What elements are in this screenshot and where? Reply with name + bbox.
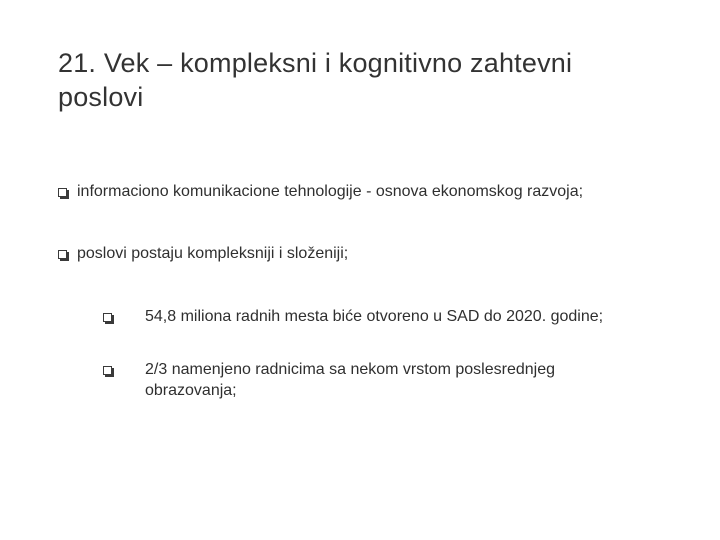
bullet-text: informaciono komunikacione tehnologije - osnova ekonomskog razvoja; (77, 183, 584, 200)
checkbox-bullet-icon (58, 250, 67, 259)
checkbox-bullet-icon (58, 188, 67, 197)
bullet-item (58, 243, 698, 264)
slide-title: 21. Vek – kompleksni i kognitivno zahtevni poslovi (58, 48, 573, 112)
sub-bullet-text: 2/3 namenjeno radnicima sa nekom vrstom poslesrednjeg obrazovanja; (145, 361, 555, 399)
sub-bullet-text: 54,8 miliona radnih mesta biće otvoreno u SAD do 2020. godine; (145, 308, 604, 325)
checkbox-bullet-icon (103, 366, 112, 375)
bullet-text: poslovi postaju kompleksniji i složeniji; (77, 245, 349, 262)
checkbox-bullet-icon (103, 313, 112, 322)
sub-bullet-item (103, 306, 643, 327)
sub-bullet-item (103, 359, 643, 401)
bullet-item (58, 181, 698, 202)
